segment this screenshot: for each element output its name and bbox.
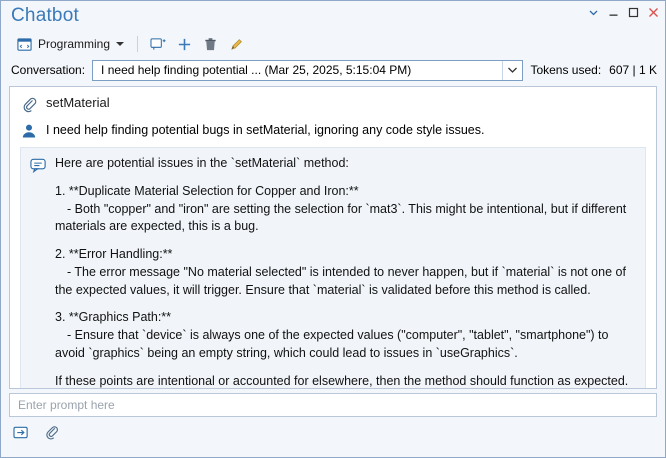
assistant-item-sub: - The error message "No material selected" is intended to never happen, but if `material` is not one of the expected values, it will trigger. Ensure that `material` is validated before this method is called. — [55, 264, 626, 297]
attachment-body — [46, 95, 646, 110]
plus-icon[interactable] — [174, 34, 194, 54]
toolbar — [1, 31, 665, 57]
send-arrow-icon[interactable] — [11, 422, 31, 442]
assistant-message-body — [55, 155, 636, 388]
minimize-to-tray-icon[interactable] — [588, 7, 599, 18]
assistant-item-head: 1. **Duplicate Material Selection for Copper and Iron:** — [55, 183, 359, 198]
user-message-body — [46, 121, 646, 139]
chevron-down-icon[interactable] — [502, 61, 522, 80]
chevron-down-icon — [116, 42, 124, 46]
code-window-icon — [14, 34, 34, 54]
page-title: Chatbot — [11, 5, 79, 26]
assistant-intro: Here are potential issues in the `setMaterial` method: — [55, 156, 349, 170]
conversation-bar — [1, 57, 665, 83]
title-bar — [1, 1, 665, 31]
minimize-icon[interactable] — [608, 7, 619, 18]
mode-label: Programming — [38, 37, 111, 51]
prompt-input[interactable] — [10, 394, 656, 416]
conversation-label: Conversation: — [11, 63, 86, 77]
new-conversation-icon[interactable] — [148, 34, 168, 54]
tokens-label: Tokens used: — [530, 63, 602, 77]
assistant-item-head: 2. **Error Handling:** — [55, 247, 173, 261]
user-message-text: I need help finding potential bugs in setMaterial, ignoring any code style issues. — [46, 123, 485, 137]
bottom-bar — [1, 417, 665, 447]
mode-dropdown[interactable] — [11, 34, 127, 54]
user-avatar-icon — [20, 122, 38, 140]
toolbar-divider — [137, 36, 138, 52]
chat-bubble-icon — [29, 156, 47, 174]
close-icon[interactable] — [648, 7, 659, 18]
assistant-outro: If these points are intentional or accounted for elsewhere, then the method should function as expected. — [55, 373, 629, 388]
trash-icon[interactable] — [200, 34, 220, 54]
attachment-message — [20, 95, 646, 114]
assistant-message — [20, 147, 646, 388]
attachment-name: setMaterial — [46, 95, 110, 110]
conversation-select[interactable] — [92, 60, 523, 81]
conversation-selected-value: I need help finding potential ... (Mar 25, 2025, 5:15:04 PM) — [101, 63, 412, 77]
assistant-item-head: 3. **Graphics Path:** — [55, 310, 172, 325]
status-bar — [1, 447, 665, 457]
user-message — [20, 121, 646, 140]
assistant-item-sub: - Both "copper" and "iron" are setting the selection for `mat3`. This might be intentional, but if different materials are expected, this is a bug. — [55, 201, 627, 234]
chat-transcript[interactable] — [9, 86, 657, 389]
assistant-item — [55, 246, 636, 299]
pencil-icon[interactable] — [226, 34, 246, 54]
chat-scroll-area — [10, 87, 656, 388]
assistant-item — [55, 309, 636, 362]
window-controls — [588, 7, 659, 18]
tokens-value: 607 | 1 K — [609, 63, 657, 77]
assistant-item-sub: - Ensure that `device` is always one of the expected values ("computer", "tablet", "smartphone") to avoid `graphics` being an empty string, which could lead to issues in `useGraphics`. — [55, 328, 609, 360]
maximize-icon[interactable] — [628, 7, 639, 18]
tokens-used — [530, 63, 657, 77]
prompt-row[interactable] — [9, 393, 657, 417]
paperclip-icon[interactable] — [41, 422, 61, 442]
paperclip-icon — [20, 96, 38, 114]
assistant-item — [55, 183, 636, 236]
